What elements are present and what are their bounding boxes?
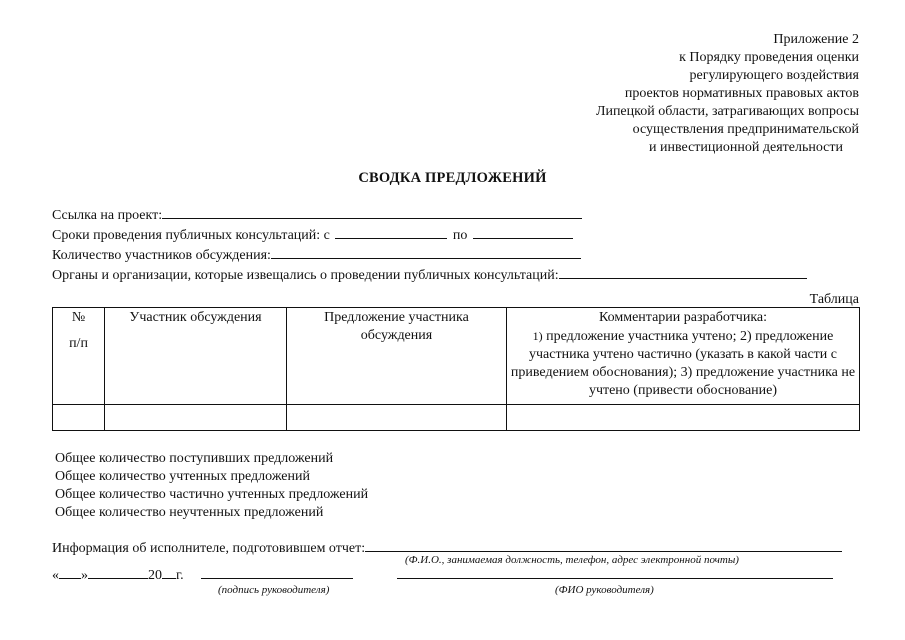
period-from-blank[interactable] xyxy=(335,225,447,239)
table-cell[interactable] xyxy=(287,405,507,431)
consultation-period-row xyxy=(52,225,872,245)
col-header-number xyxy=(53,308,105,405)
organizations-blank[interactable] xyxy=(559,265,807,279)
appendix-line: и инвестиционной деятельности xyxy=(649,140,843,155)
participants-count-label: Количество участников обсуждения: xyxy=(52,248,271,263)
participants-count-blank[interactable] xyxy=(271,245,581,259)
totals-list xyxy=(55,450,368,522)
appendix-line: проектов нормативных правовых актов xyxy=(624,86,859,101)
table-cell[interactable] xyxy=(507,405,860,431)
organizations-label: Органы и организации, которые извещались о проведении публичных консультаций: xyxy=(52,268,559,283)
appendix-line: регулирующего воздействия xyxy=(689,68,859,83)
table-cell[interactable] xyxy=(53,405,105,431)
table-row xyxy=(53,405,860,431)
executor-hint: (Ф.И.О., занимаемая должность, телефон, адрес электронной почты) xyxy=(405,554,739,566)
quote-open: « xyxy=(52,568,59,583)
table-header-row xyxy=(53,308,860,405)
col-header-comment-num: 1) xyxy=(532,329,543,343)
appendix-line: осуществления предпринимательской xyxy=(632,122,859,137)
appendix-line: Липецкой области, затрагивающих вопросы xyxy=(595,104,859,119)
signature-blank[interactable] xyxy=(201,565,353,579)
col-header-comment-text: предложение участника учтено; 2) предложение участника учтено частично (указать в какой части с приведением обоснования); 3) предложение участника не учтено (привести обоснование) xyxy=(510,329,856,398)
project-link-row xyxy=(52,205,872,225)
consultation-period-label: Сроки проведения публичных консультаций: с xyxy=(52,228,330,243)
appendix-line: Приложение 2 xyxy=(773,32,859,47)
project-link-label: Ссылка на проект: xyxy=(52,208,163,223)
quote-close: » xyxy=(81,568,88,583)
project-link-blank[interactable] xyxy=(162,205,582,219)
period-to-blank[interactable] xyxy=(473,225,573,239)
col-header-number-pp: п/п xyxy=(69,336,88,351)
appendix-line: к Порядку проведения оценки xyxy=(679,50,859,65)
col-header-proposal: Предложение участника обсуждения xyxy=(287,308,507,405)
totals-item: Общее количество поступивших предложений xyxy=(55,451,334,466)
appendix-header xyxy=(519,31,859,157)
participants-count-row xyxy=(52,245,872,265)
document-title: СВОДКА ПРЕДЛОЖЕНИЙ xyxy=(358,170,547,186)
totals-item: Общее количество неучтенных предложений xyxy=(55,505,324,520)
executor-label: Информация об исполнителе, подготовившем отчет: xyxy=(52,541,366,556)
col-header-participant: Участник обсуждения xyxy=(105,308,287,405)
head-name-blank[interactable] xyxy=(397,565,833,579)
table-caption: Таблица xyxy=(809,292,859,307)
totals-item: Общее количество частично учтенных предложений xyxy=(55,487,369,502)
signature-row xyxy=(52,565,852,584)
month-blank[interactable] xyxy=(88,565,148,579)
organizations-row xyxy=(52,265,872,285)
col-header-comment-label: Комментарии разработчика: xyxy=(598,310,768,325)
year-blank[interactable] xyxy=(162,565,176,579)
totals-item: Общее количество учтенных предложений xyxy=(55,469,311,484)
year-prefix: 20 xyxy=(148,568,162,583)
form-fields xyxy=(52,205,872,285)
day-blank[interactable] xyxy=(59,565,81,579)
col-header-number-sign: № xyxy=(71,310,86,325)
signature-hint: (подпись руководителя) xyxy=(218,584,330,596)
proposals-table xyxy=(52,307,860,431)
head-name-hint: (ФИО руководителя) xyxy=(555,584,654,596)
executor-blank[interactable] xyxy=(365,538,842,552)
period-to-label: по xyxy=(452,228,468,243)
year-suffix: г. xyxy=(176,568,184,583)
table-cell[interactable] xyxy=(105,405,287,431)
col-header-comment xyxy=(507,308,860,405)
